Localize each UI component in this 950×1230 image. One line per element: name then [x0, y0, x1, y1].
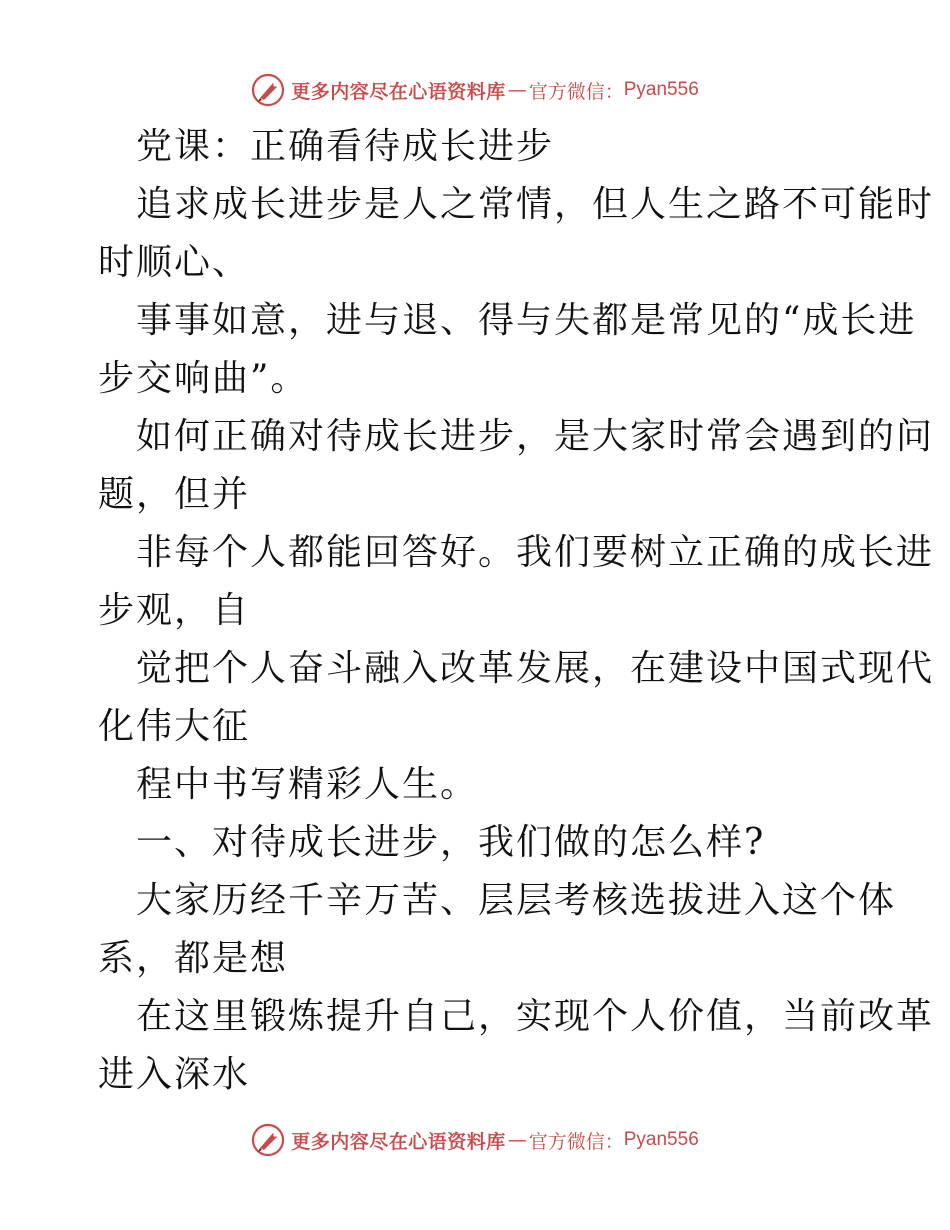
text-line: 一、对待成长进步，我们做的怎么样?	[136, 822, 766, 863]
text-line: 进入深水	[98, 1054, 251, 1095]
text-line: 时顺心、	[98, 242, 251, 283]
text-line: 事事如意，进与退、得与失都是常见的“成长进	[136, 300, 917, 341]
text-line: 题，但并	[98, 474, 251, 515]
text-line: 在这里锻炼提升自己，实现个人价值，当前改革	[136, 996, 935, 1037]
watermark-main-text: 更多内容尽在心语资料库	[291, 1130, 506, 1153]
text-line: 追求成长进步是人之常情，但人生之路不可能时	[136, 184, 935, 225]
watermark-label: 官方微信：	[528, 80, 624, 103]
pen-logo-icon	[251, 1123, 285, 1157]
watermark-separator: —	[507, 79, 527, 101]
footer-watermark	[0, 1120, 950, 1160]
text-line: 步观，自	[98, 590, 251, 631]
text-line: 步交响曲”。	[98, 358, 309, 399]
watermark-main-text: 更多内容尽在心语资料库	[291, 80, 506, 103]
text-line: 非每个人都能回答好。我们要树立正确的成长进	[136, 532, 935, 573]
text-line: 系，都是想	[98, 938, 289, 979]
watermark-separator: —	[507, 1129, 527, 1151]
watermark-label: 官方微信：	[528, 1130, 624, 1153]
watermark-wechat-id: Pyan556	[623, 1129, 699, 1150]
pen-logo-icon	[251, 73, 285, 107]
watermark-wechat-id: Pyan556	[623, 79, 699, 100]
text-line: 程中书写精彩人生。	[136, 764, 479, 805]
text-line: 觉把个人奋斗融入改革发展，在建设中国式现代	[136, 648, 935, 689]
document-body	[98, 118, 935, 1104]
header-watermark	[0, 70, 950, 110]
text-line: 如何正确对待成长进步，是大家时常会遇到的问	[136, 416, 935, 457]
document-title: 党课：正确看待成长进步	[136, 126, 555, 167]
text-line: 化伟大征	[98, 706, 251, 747]
text-line: 大家历经千辛万苦、层层考核选拔进入这个体	[136, 880, 897, 921]
